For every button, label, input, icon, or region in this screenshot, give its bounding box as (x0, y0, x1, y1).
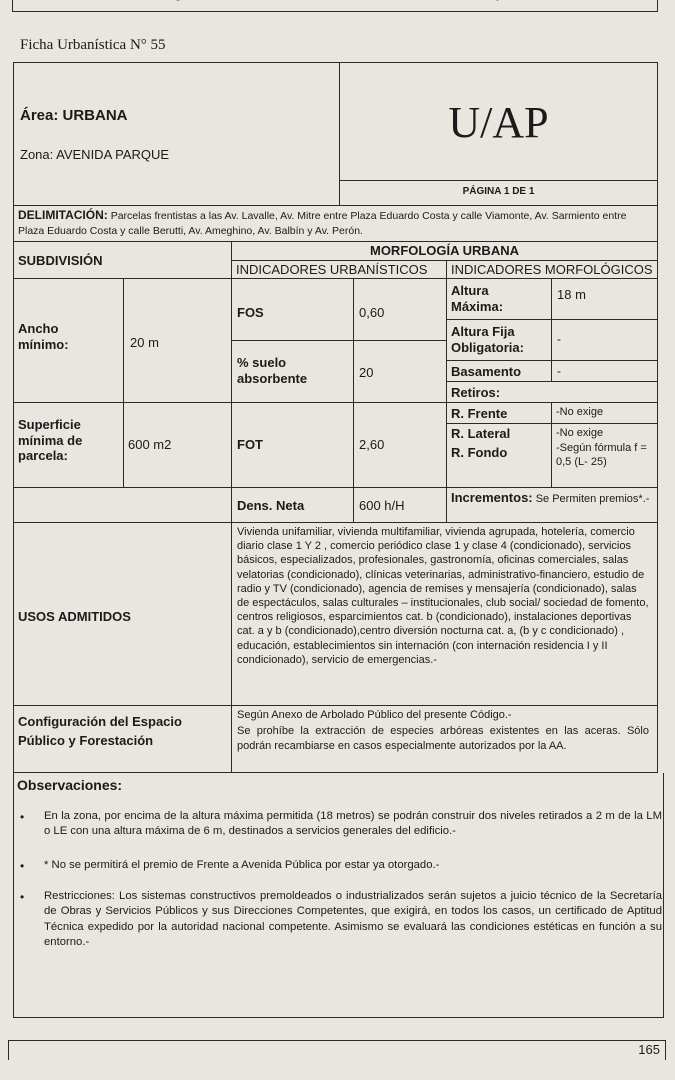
observaciones-label: Observaciones: (17, 777, 123, 793)
usos-text: Vivienda unifamiliar, vivienda multifamiliar, vivienda agrupada, hotelería, comercio diario clase 1 Y 2 , comercio periódico clase 1 y clase 4 (condicionado), servicios básicos, especializados, profesionales, gastronomía, oficinas comerciales, salas velatorias (condicionado), clínicas veterinarias, administrativo-financiero, estudio de radio y TV (condicionado), agencia de remises y mensajería (condicionado), salas de espectáculos, salas culturales – institucionales, club social/ sociedad de fomento, centros religiosos, esparcimientos cat. b (condicionado), instalaciones deportivas cat. a y b (condicionado),centro diversión nocturna cat. a, (b y c condicionado) , educación, establecimientos sin internación (con internación residencia I y II condicionado), servicio de emergencias.- (237, 526, 649, 666)
altura-fija-value-cell (552, 320, 657, 361)
observacion-item: • Restricciones: Los sistemas constructivos premoldeados o industrializados serán sujetos a juicio técnico de la Secretaría de Obras y Servicios Públicos y sus Direcciones Competentes, que exigirá, en todos los casos, un certificado de Aptitud Técnica expedido por la autoridad nacional competente. Asimismo se evaluará las condiciones estéticas en función a su entorno.- (20, 890, 662, 948)
retiros-label: Retiros: (451, 385, 501, 400)
delimitacion-label: DELIMITACIÓN: (18, 208, 108, 222)
ancho-value-cell (124, 279, 232, 403)
altura-value-cell (552, 279, 657, 320)
ancho-label-cell (14, 279, 124, 403)
frente-label: R. Frente (451, 406, 508, 421)
incrementos-value: Se Permiten premios*.- (535, 493, 650, 505)
altura-fija-label: Altura Fija Obligatoria: (451, 324, 524, 355)
suelo-value-cell (354, 341, 447, 403)
incrementos-cell (447, 488, 657, 523)
dens-value-cell (354, 488, 447, 523)
morfologicos-header (447, 261, 657, 279)
morfologia-header (232, 242, 657, 261)
superficie-value-cell (124, 403, 232, 488)
configuracion-label-cell (14, 706, 232, 772)
lateral-label: R. Lateral (451, 426, 511, 441)
code-title (13, 0, 659, 3)
altura-value: 18 m (557, 287, 586, 302)
suelo-label-cell (232, 341, 354, 403)
morfologia-label: MORFOLOGÍA URBANA (369, 243, 519, 258)
usos-label: USOS ADMITIDOS (18, 609, 131, 624)
superficie-value: 600 m2 (128, 437, 172, 452)
bullet-icon: • (20, 890, 25, 904)
delimitacion-body: Parcelas frentistas a las Av. Lavalle, Av. Mitre entre Plaza Eduardo Costa y calle Viamonte, Av. Sarmiento entre Plaza Eduardo Costa y calle Berutti, Av. Ameghino, Av. Balbín y Av. Perón. (18, 210, 627, 237)
frente-value-cell (552, 403, 657, 424)
fondo-value: -Según fórmula f = 0,5 (L- 25) (556, 442, 647, 468)
configuracion-label: Configuración del Espacio Público y Forestación (18, 714, 182, 748)
incrementos-text (451, 490, 651, 507)
fos-value: 0,60 (359, 305, 385, 320)
suelo-value: 20 (359, 365, 374, 380)
fot-label-cell (232, 403, 354, 488)
subdivision-header (14, 242, 232, 279)
altura-fija-value: - (557, 332, 561, 346)
bullet-icon: • (20, 859, 25, 873)
delimitacion-text (18, 208, 652, 239)
lateral-value: -No exige (556, 427, 604, 439)
basamento-value: - (557, 364, 561, 378)
frente-label-cell (447, 403, 552, 424)
fos-label: FOS (237, 305, 264, 320)
lateral-fondo-label-cell (447, 424, 552, 488)
observaciones-box (13, 773, 664, 1018)
dens-label: Dens. Neta (237, 498, 305, 513)
altura-label-cell (447, 279, 552, 320)
ancho-label: Ancho mínimo: (18, 321, 69, 352)
retiros-cell (447, 382, 657, 403)
basamento-label: Basamento (451, 364, 522, 379)
zona-label: Zona: AVENIDA PARQUE (20, 147, 170, 162)
ficha-title: Ficha Urbanística N° 55 (20, 37, 166, 53)
incrementos-label: Incrementos: (451, 490, 533, 505)
fos-label-cell (232, 279, 354, 341)
fot-value-cell (354, 403, 447, 488)
configuracion-text-cell (232, 706, 657, 772)
usos-label-cell (14, 523, 232, 706)
usos-text-cell (232, 523, 657, 706)
altura-label: Altura Máxima: (451, 283, 504, 314)
observacion-item: • * No se permitirá el premio de Frente a Avenida Pública por estar ya otorgado.- (20, 859, 440, 873)
page-number: 165 (638, 1042, 660, 1057)
pagina-cell (340, 181, 657, 206)
subdivision-label: SUBDIVISIÓN (18, 253, 103, 268)
area-zona-cell (14, 63, 340, 206)
urbanisticos-label: INDICADORES URBANÍSTICOS (236, 262, 428, 277)
lateral-fondo-value-cell (552, 424, 657, 488)
suelo-label: % suelo absorbente (237, 355, 308, 386)
observacion-item: • En la zona, por encima de la altura máxima permitida (18 metros) se podrán construir dos niveles retirados a 2 m de la LM o LE con una altura máxima de 6 m, destinados a servicios generales del edificio.- (20, 810, 662, 838)
configuracion-line2: Se prohíbe la extracción de especies arbóreas existentes en las aceras. Sólo podrán recambiarse en casos especialmente autorizados por la AA. (237, 725, 649, 752)
basamento-value-cell (552, 361, 657, 382)
fondo-label: R. Fondo (451, 445, 508, 460)
configuracion-line1: Según Anexo de Arbolado Público del presente Código.- (237, 709, 512, 721)
fot-label: FOT (237, 437, 263, 452)
urbanisticos-header (232, 261, 447, 279)
ficha-form (13, 62, 658, 773)
area-label: Área: URBANA (20, 107, 128, 124)
fot-value: 2,60 (359, 437, 385, 452)
superficie-label: Superficie mínima de parcela: (18, 417, 83, 464)
altura-fija-label-cell (447, 320, 552, 361)
ancho-value: 20 m (130, 335, 159, 350)
footer-strip (8, 1040, 666, 1060)
bullet-icon: • (20, 810, 25, 824)
basamento-label-cell (447, 361, 552, 382)
fos-value-cell (354, 279, 447, 341)
dens-value: 600 h/H (359, 498, 405, 513)
dens-label-cell (232, 488, 354, 523)
subdivision-empty-cell (14, 488, 232, 523)
superficie-label-cell (14, 403, 124, 488)
pagina-label: PÁGINA 1 DE 1 (462, 186, 535, 197)
frente-value: -No exige (556, 406, 604, 418)
delimitacion-cell (14, 206, 657, 242)
code-cell (340, 63, 657, 181)
header-strip (12, 0, 658, 12)
zone-code: U/AP (448, 98, 549, 147)
morfologicos-label: INDICADORES MORFOLÓGICOS (451, 262, 653, 277)
